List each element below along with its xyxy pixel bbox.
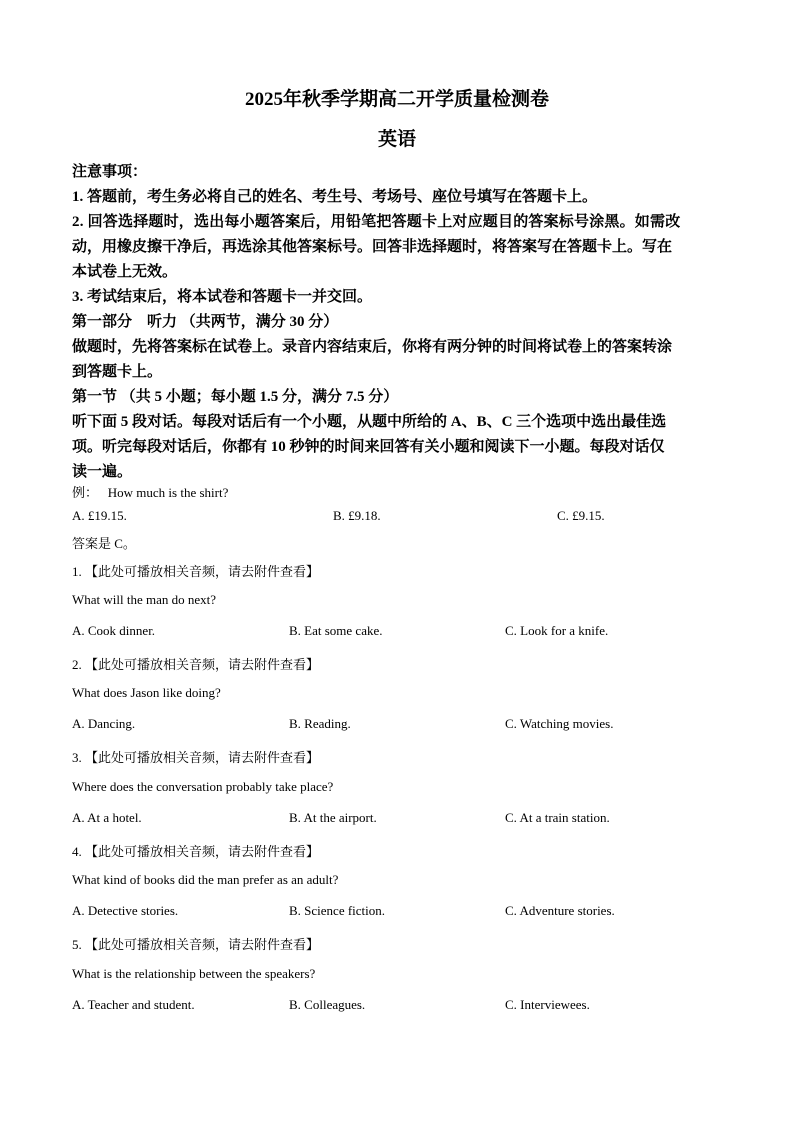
option-c: C. Watching movies. <box>505 716 614 731</box>
option-c: C. Look for a knife. <box>505 623 609 638</box>
option-c: C. Adventure stories. <box>505 903 615 918</box>
notes-item: 本试卷上无效。 <box>72 264 178 280</box>
audio-placeholder[interactable]: 4. 【此处可播放相关音频，请去附件查看】 <box>72 844 320 859</box>
section1-heading: 第一节 （共 5 小题；每小题 1.5 分，满分 7.5 分） <box>72 389 399 405</box>
notes-item: 2. 回答选择题时，选出每小题答案后，用铅笔把答题卡上对应题目的答案标号涂黑。如需改 <box>72 214 681 230</box>
question-text: What does Jason like doing? <box>72 685 221 700</box>
question-text: Where does the conversation probably take place? <box>72 779 334 794</box>
section1-instruction: 读一遍。 <box>72 464 133 480</box>
option-a: A. Teacher and student. <box>72 997 195 1012</box>
option-c: C. Interviewees. <box>505 997 590 1012</box>
option-b: B. Reading. <box>289 716 351 731</box>
part1-heading: 第一部分 听力 （共两节，满分 30 分） <box>72 314 339 330</box>
question-text: What is the relationship between the speakers? <box>72 966 316 981</box>
notes-section <box>72 160 722 485</box>
example-question: How much is the shirt? <box>107 485 229 500</box>
part1-instruction: 到答题卡上。 <box>72 364 163 380</box>
question-text: What kind of books did the man prefer as an adult? <box>72 872 339 887</box>
option-b: B. Colleagues. <box>289 997 366 1012</box>
notes-item: 3. 考试结束后，将本试卷和答题卡一并交回。 <box>72 289 373 305</box>
audio-placeholder[interactable]: 1. 【此处可播放相关音频，请去附件查看】 <box>72 564 320 579</box>
audio-placeholder[interactable]: 2. 【此处可播放相关音频，请去附件查看】 <box>72 657 320 672</box>
option-b: B. Science fiction. <box>289 903 386 918</box>
notes-item: 动，用橡皮擦干净后，再选涂其他答案标号。回答非选择题时，将答案写在答题卡上。写在 <box>72 239 673 255</box>
option-a: A. At a hotel. <box>72 810 142 825</box>
notes-heading: 注意事项： <box>72 164 148 180</box>
question-text: What will the man do next? <box>72 592 217 607</box>
example-option-c: C. £9.15. <box>557 508 605 523</box>
part1-instruction: 做题时，先将答案标在试卷上。录音内容结束后，你将有两分钟的时间将试卷上的答案转涂 <box>72 339 673 355</box>
example-question-line <box>72 482 732 501</box>
example-option-a: A. £19.15. <box>72 508 127 523</box>
example-answer: 答案是 C。 <box>72 536 136 551</box>
audio-placeholder[interactable]: 3. 【此处可播放相关音频，请去附件查看】 <box>72 750 320 765</box>
option-a: A. Dancing. <box>72 716 136 731</box>
option-a: A. Detective stories. <box>72 903 179 918</box>
section1-instruction: 项。听完每段对话后，你都有 10 秒钟的时间来回答有关小题和阅读下一小题。每段对话仅 <box>72 439 665 455</box>
example-option-b: B. £9.18. <box>333 508 381 523</box>
notes-item: 1. 答题前，考生务必将自己的姓名、考生号、考场号、座位号填写在答题卡上。 <box>72 189 598 205</box>
section1-instruction: 听下面 5 段对话。每段对话后有一个小题，从题中所给的 A、B、C 三个选项中选出最佳选 <box>72 414 667 430</box>
example-label: 例： <box>72 485 99 500</box>
option-b: B. At the airport. <box>289 810 377 825</box>
option-a: A. Cook dinner. <box>72 623 156 638</box>
option-b: B. Eat some cake. <box>289 623 383 638</box>
option-c: C. At a train station. <box>505 810 610 825</box>
audio-placeholder[interactable]: 5. 【此处可播放相关音频，请去附件查看】 <box>72 937 320 952</box>
exam-title: 2025年秋季学期高二开学质量检测卷 <box>244 89 549 110</box>
subject-title: 英语 <box>377 129 416 150</box>
